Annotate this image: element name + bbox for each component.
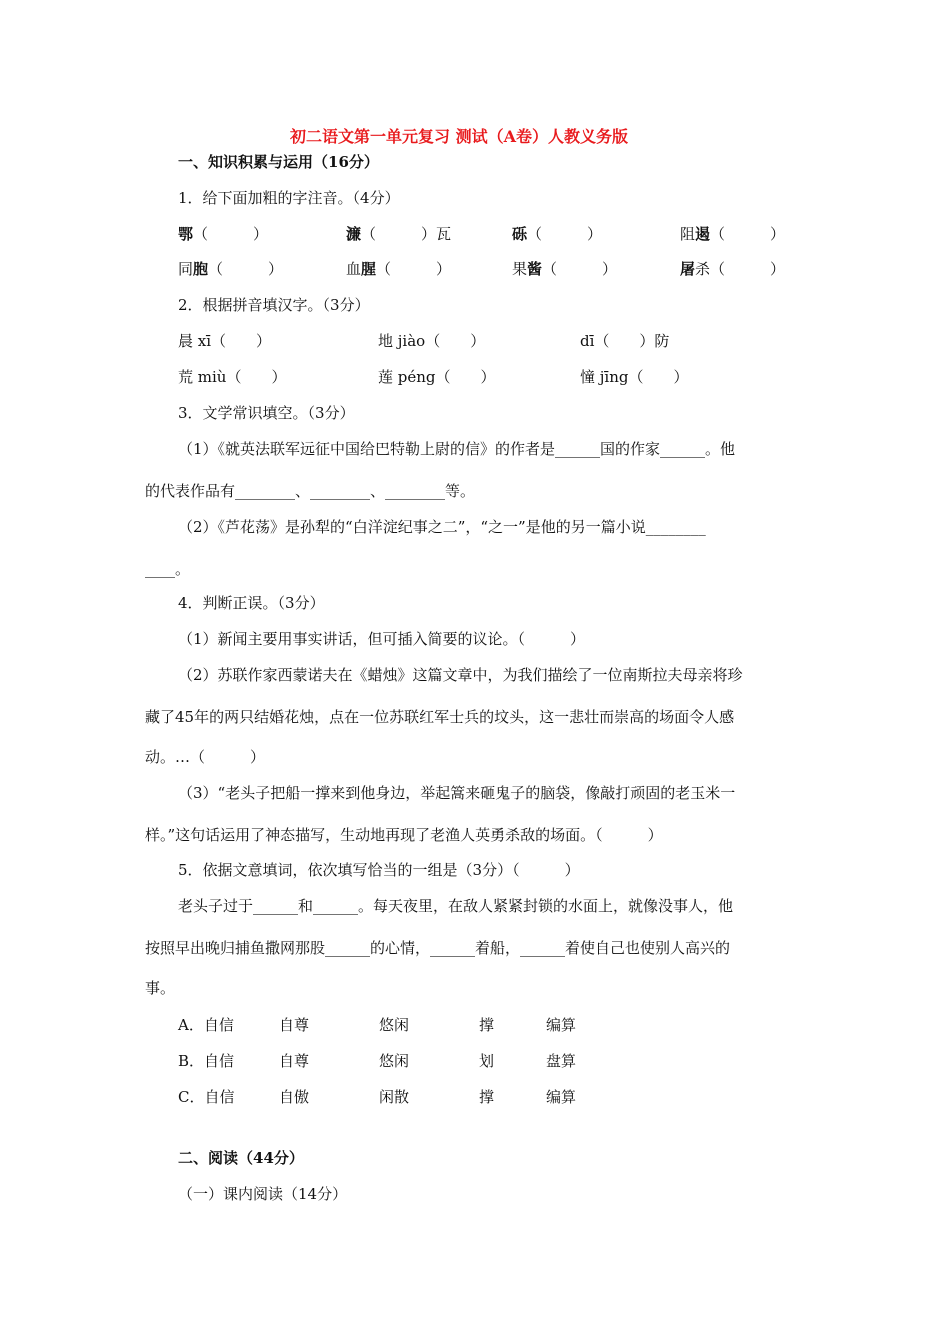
section-2-heading: 二、阅读（44分）: [178, 1149, 304, 1167]
option-word: 自尊: [279, 1016, 310, 1034]
q4-item-3-line: （3）“老头子把船一撑来到他身边，举起篙来砸鬼子的脑袋，像敲打顽固的老玉米一: [178, 784, 736, 802]
q2-item: 莲 péng（ ）: [378, 368, 496, 386]
q1-bold-char: 酱: [527, 260, 543, 278]
q1-bold-char: 濂: [346, 225, 362, 243]
q4-item-2-line: 藏了45年的两只结婚花烛，点在一位苏联红军士兵的坟头，这一悲壮而崇高的场面令人感: [145, 708, 735, 726]
document-title: 初二语文第一单元复习 测试（A卷）人教义务版: [290, 127, 628, 146]
q1-plain-char: 果: [512, 260, 528, 278]
q1-bold-char: 砾: [512, 225, 528, 243]
q1-item: [680, 224, 785, 244]
q1-blank: （ ）: [376, 260, 452, 278]
option-word: 撑: [479, 1016, 495, 1034]
q1-plain-char: 阻: [680, 225, 696, 243]
option-word: 自傲: [279, 1088, 310, 1106]
option-word: 悠闲: [379, 1016, 410, 1034]
option-word: 编算: [546, 1016, 577, 1034]
option-word: 盘算: [546, 1052, 577, 1070]
q1-item: [512, 224, 602, 244]
q2-item: dī（ ）防: [580, 332, 670, 350]
q4-item-1: （1）新闻主要用事实讲话，但可插入简要的议论。（ ）: [178, 630, 586, 648]
q1-bold-char: 鄂: [178, 225, 194, 243]
q4-item-2-line: （2）苏联作家西蒙诺夫在《蜡烛》这篇文章中，为我们描绘了一位南斯拉夫母亲将珍: [178, 666, 743, 684]
q1-item: [680, 259, 785, 279]
q3-part2-line: （2）《芦花荡》是孙犁的“白洋淀纪事之二”，“之一”是他的另一篇小说________: [178, 518, 706, 536]
q1-bold-char: 遏: [695, 225, 711, 243]
q3-part2-line: ____。: [145, 560, 191, 578]
option-word: 划: [479, 1052, 495, 1070]
option-label: C．自信: [178, 1088, 235, 1106]
q4-item-2-line: 动。…（ ）: [145, 748, 266, 766]
q5-passage-line: 事。: [145, 979, 176, 997]
q1-item: [346, 224, 451, 244]
q1-prompt: 1．给下面加粗的字注音。（4分）: [178, 189, 400, 207]
option-word: 编算: [546, 1088, 577, 1106]
q2-prompt: 2．根据拼音填汉字。（3分）: [178, 296, 370, 314]
q1-blank: （ ）: [193, 225, 269, 243]
q5-prompt: 5．依据文意填词，依次填写恰当的一组是（3分）（ ）: [178, 861, 580, 879]
q4-item-3-line: 样。”这句话运用了神态描写，生动地再现了老渔人英勇杀敌的场面。（ ）: [145, 826, 663, 844]
q1-blank: （ ）: [710, 225, 786, 243]
section-2-subheading: （一）课内阅读（14分）: [178, 1185, 348, 1203]
q3-part1-line: （1）《就英法联军远征中国给巴特勒上尉的信》的作者是______国的作家______。他: [178, 440, 736, 458]
q2-item: 地 jiào（ ）: [378, 332, 486, 350]
option-label: B．自信: [178, 1052, 235, 1070]
q1-item: [178, 224, 268, 244]
option-word: 自尊: [279, 1052, 310, 1070]
section-1-heading: 一、知识积累与运用（16分）: [178, 153, 379, 171]
q5-passage-line: 老头子过于______和______。每天夜里，在敌人紧紧封锁的水面上，就像没事人，他: [178, 897, 734, 915]
q1-blank: （ ）: [527, 225, 603, 243]
q2-item: 晨 xī（ ）: [178, 332, 272, 350]
q1-plain-char: 血: [346, 260, 362, 278]
option-label: A．自信: [178, 1016, 234, 1034]
q1-blank: 杀（ ）: [695, 260, 786, 278]
q1-bold-char: 胞: [193, 260, 209, 278]
q1-blank: （ ）: [542, 260, 618, 278]
option-word: 撑: [479, 1088, 495, 1106]
q1-blank: （ ）瓦: [361, 225, 452, 243]
q3-part1-line: 的代表作品有________、________、________等。: [145, 482, 476, 500]
q1-item: [512, 259, 617, 279]
q1-item: [346, 259, 451, 279]
option-word: 闲散: [379, 1088, 410, 1106]
q2-item: 荒 miù（ ）: [178, 368, 287, 386]
q1-bold-char: 腥: [361, 260, 377, 278]
q1-bold-char: 屠: [680, 260, 696, 278]
q1-plain-char: 同: [178, 260, 194, 278]
option-word: 悠闲: [379, 1052, 410, 1070]
q3-prompt: 3．文学常识填空。（3分）: [178, 404, 355, 422]
q4-prompt: 4．判断正误。（3分）: [178, 594, 325, 612]
q1-item: [178, 259, 283, 279]
q1-blank: （ ）: [208, 260, 284, 278]
q2-item: 憧 jīng（ ）: [580, 368, 689, 386]
q5-passage-line: 按照早出晚归捕鱼撒网那股______的心情，______着船，______着使自己也使别人高兴的: [145, 939, 731, 957]
